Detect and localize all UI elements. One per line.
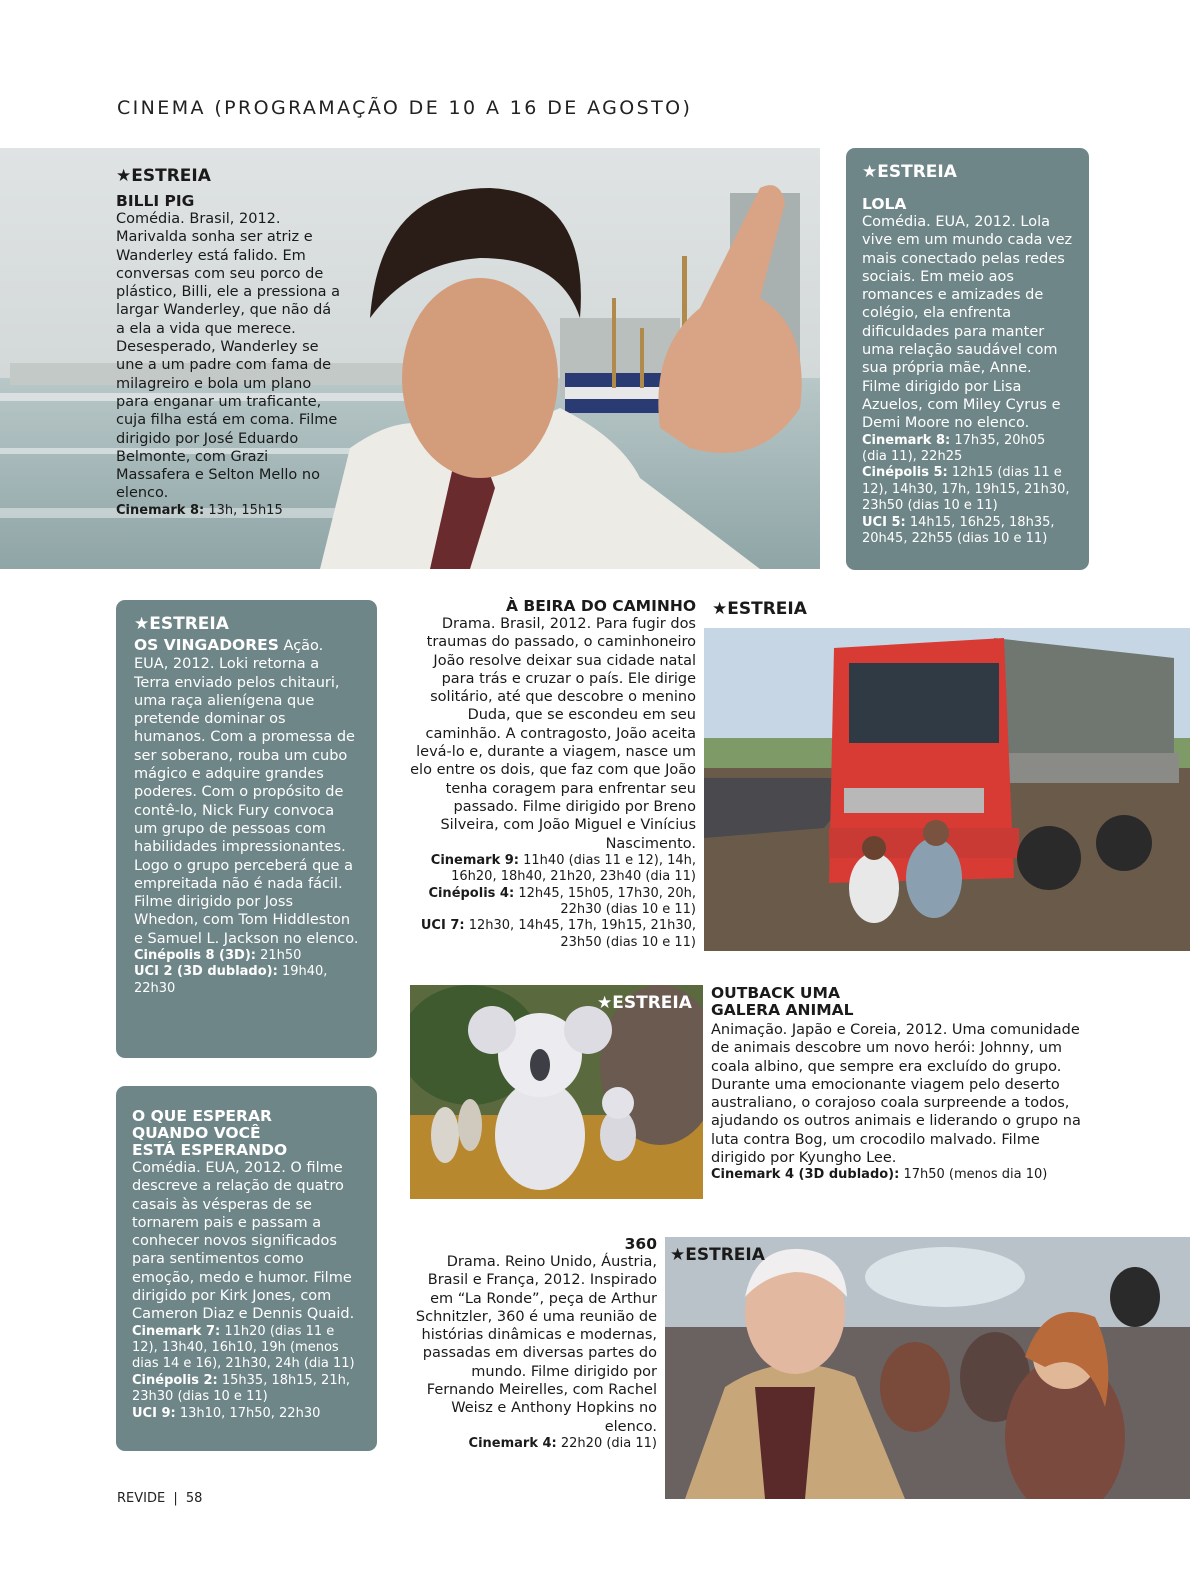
times: 11h40 (dias 11 e 12), 14h, 16h20, 18h40, 21h20, 23h40 (dia 11) (451, 852, 696, 885)
movie-title: OS VINGADORES (134, 636, 279, 654)
schedule-line (408, 886, 696, 919)
movie-title: 360 (624, 1235, 657, 1253)
times: 13h, 15h15 (208, 502, 283, 518)
times: 11h20 (dias 11 e 12), 13h40, 16h10, 19h (menos dias 14 e 16), 21h30, 24h (dia 11) (132, 1323, 355, 1372)
times: 13h10, 17h50, 22h30 (179, 1405, 321, 1421)
beira-text (408, 598, 696, 951)
estreia-badge: ★ESTREIA (670, 1245, 765, 1265)
venue: Cinemark 8: (116, 502, 205, 518)
schedule-line (405, 1436, 657, 1452)
times: 17h35, 20h05 (dia 11), 22h25 (862, 432, 1046, 464)
section-title: CINEMA (PROGRAMAÇÃO DE 10 A 16 DE AGOSTO) (117, 97, 693, 119)
venue: UCI 7: (420, 918, 465, 934)
movie-synopsis: Comédia. EUA, 2012. O filme descreve a relação de quatro casais às vésperas de se tornarem pais e passam a conhecer novos significados para sentimentos como emoção, medo e humor. Filme dirigido por Kirk Jones, com Cameron Diaz e Dennis Quaid. (132, 1160, 355, 1323)
movie-title: OUTBACK UMA GALERA ANIMAL (711, 984, 854, 1019)
venue: Cinemark 4: (468, 1435, 557, 1451)
m360-photo (665, 1237, 1190, 1499)
venue: Cinemark 8: (862, 432, 951, 448)
schedule-line (134, 964, 359, 997)
estreia-badge: ★ESTREIA (597, 993, 692, 1013)
vingadores-box (116, 600, 377, 1058)
esperar-box (116, 1086, 377, 1451)
schedule-line (711, 1167, 1083, 1183)
venue: UCI 2 (3D dublado): (134, 964, 278, 980)
estreia-badge: ★ESTREIA (134, 614, 229, 634)
venue: Cinemark 4 (3D dublado): (711, 1167, 900, 1183)
billi-pig-text (116, 166, 341, 519)
footer-separator: | (173, 1491, 178, 1506)
beira-photo (704, 628, 1190, 951)
movie-title: À BEIRA DO CAMINHO (505, 597, 696, 615)
schedule-line (408, 853, 696, 886)
schedule-line (408, 918, 696, 951)
movie-synopsis: Drama. Reino Unido, Áustria, Brasil e França, 2012. Inspirado em “La Ronde”, peça de Arthur Schnitzler, 360 é uma reunião de histórias dinâmicas e modernas, passadas em diversas partes do mundo. Filme dirigido por Fernando Meirelles, com Rachel Weisz e Anthony Hopkins no elenco. (415, 1254, 657, 1435)
venue: Cinépolis 2: (132, 1372, 218, 1388)
movie-synopsis: Comédia. Brasil, 2012. Marivalda sonha ser atriz e Wanderley está falido. Em conversas com seu porco de plástico, Billi, ele a pressiona a largar Wanderley, que não dá a ela a vida que merece. Desesperado, Wanderley se une a um padre com fama de milagreiro e bola um plano para enganar um traficante, cuja filha está em coma. Filme dirigido por José Eduardo Belmonte, com Grazi Massafera e Selton Mello no elenco. (116, 211, 341, 502)
times: 15h35, 18h15, 21h, 23h30 (dias 10 e 11) (132, 1372, 350, 1405)
venue: Cinemark 7: (132, 1323, 221, 1339)
estreia-badge: ★ESTREIA (116, 166, 211, 186)
times: 21h50 (260, 948, 302, 964)
movie-synopsis: Animação. Japão e Coreia, 2012. Uma comunidade de animais descobre um novo herói: Johnny, um coala albino, que sempre era excluído do grupo. Durante uma emocionante viagem pelo deserto australiano, o corajoso coala surpreende a todos, ajudando os outros animais e liderando o grupo na luta contra Bog, um crocodilo malvado. Filme dirigido por Kyungho Lee. (711, 1022, 1081, 1167)
movie-synopsis: Comédia. EUA, 2012. Lola vive em um mundo cada vez mais conectado pelas redes sociais. Em meio aos romances e amizades de colégio, ela enfrenta dificuldades para manter uma relação saudável com sua própria mãe, Anne. Filme dirigido por Lisa Azuelos, com Miley Cyrus e Demi Moore no elenco. (862, 214, 1073, 432)
movie-synopsis (134, 637, 359, 948)
times: 12h30, 14h45, 17h, 19h15, 21h30, 23h50 (dias 10 e 11) (468, 918, 696, 950)
times: 12h45, 15h05, 17h30, 20h, 22h30 (dias 10 e 11) (518, 885, 696, 918)
movie-title: O QUE ESPERAR QUANDO VOCÊ ESTÁ ESPERANDO (132, 1107, 288, 1159)
movie-title: LOLA (862, 195, 907, 213)
schedule-line (132, 1406, 361, 1422)
schedule-line (132, 1373, 361, 1406)
schedule-line (134, 948, 359, 964)
times: 12h15 (dias 11 e 12), 14h30, 17h, 19h15, 21h30, 23h50 (dias 10 e 11) (862, 465, 1070, 514)
movie-synopsis: Drama. Brasil, 2012. Para fugir dos traumas do passado, o caminhoneiro João resolve deixar sua cidade natal para trás e cruzar o país. Ele dirige solitário, até que descobre o menino Duda, que se escondeu em seu caminhão. A contragosto, João aceita levá-lo e, durante a viagem, nasce um elo entre os dois, que faz com que João tenha coragem para enfrentar seu passado. Filme dirigido por Breno Silveira, com João Miguel e Vinícius Nascimento. (410, 616, 696, 852)
times: 19h40, 22h30 (134, 964, 328, 996)
estreia-badge: ★ESTREIA (712, 599, 807, 619)
venue: UCI 9: (132, 1405, 176, 1421)
page-number: 58 (185, 1491, 203, 1506)
times: 14h15, 16h25, 18h35, 20h45, 22h55 (dias 10 e 11) (862, 514, 1055, 546)
schedule-line (862, 515, 1073, 548)
m360-text (405, 1236, 657, 1452)
schedule-line (132, 1324, 361, 1373)
venue: Cinépolis 8 (3D): (134, 948, 256, 964)
movie-title: BILLI PIG (116, 192, 195, 210)
schedule-line (116, 503, 341, 519)
movie-synopsis-text: Ação. EUA, 2012. Loki retorna a Terra enviado pelos chitauri, uma raça alienígena que pretende dominar os humanos. Com a promessa de ser soberano, rouba um cubo mágico e adquire grandes poderes. Com o propósito de contê-lo, Nick Fury convoca um grupo de pessoas com habilidades impressionantes. Logo o grupo perceberá que a empreitada não é nada fácil. Filme dirigido por Joss Whedon, com Tom Hiddleston e Samuel L. Jackson no elenco. (134, 638, 359, 947)
venue: Cinépolis 5: (862, 465, 948, 481)
schedule-line (862, 433, 1073, 466)
venue: Cinemark 9: (430, 852, 519, 868)
times: 17h50 (menos dia 10) (903, 1167, 1048, 1183)
lola-box (846, 148, 1089, 570)
venue: UCI 5: (862, 514, 906, 530)
schedule-line (862, 465, 1073, 514)
estreia-badge: ★ESTREIA (862, 162, 957, 182)
page-footer (117, 1491, 202, 1506)
outback-text (711, 985, 1083, 1184)
outback-photo (410, 985, 703, 1199)
magazine-name: REVIDE (117, 1491, 166, 1506)
venue: Cinépolis 4: (428, 885, 515, 901)
times: 22h20 (dia 11) (560, 1435, 657, 1451)
